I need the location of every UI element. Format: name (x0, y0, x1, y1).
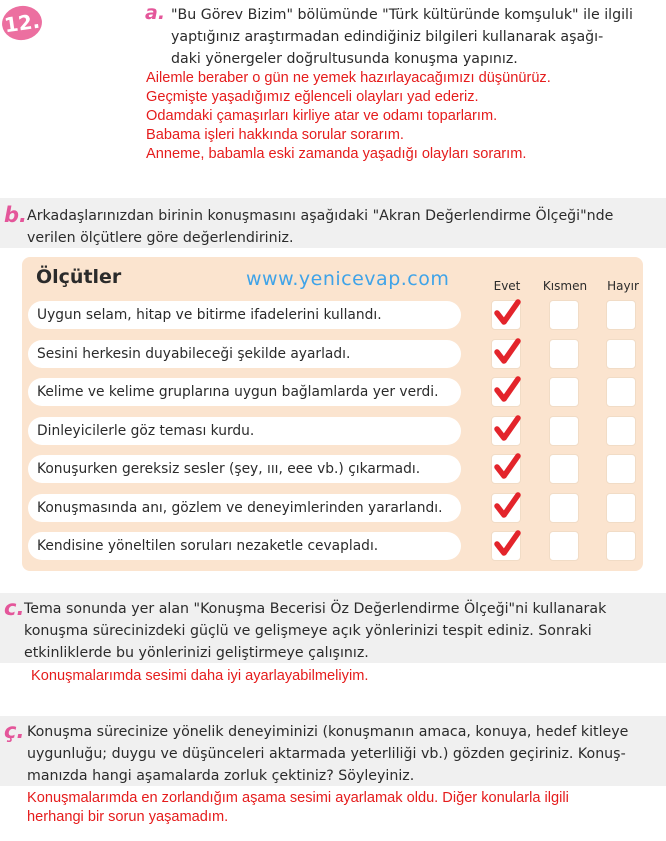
section-a-answer-line: Babama işleri hakkında sorular sorarım. (146, 127, 404, 143)
criteria-row-text: Dinleyicilerle göz teması kurdu. (28, 417, 461, 445)
section-cc-question-line: Konuşma sürecinize yönelik deneyiminizi (konuşmanın amaca, konuya, hedef kitleye (27, 724, 629, 740)
section-a-answer-line: Geçmişte yaşadığımız eğlenceli olayları yad ederiz. (146, 89, 479, 105)
section-c-question-line: konuşma sürecinizdeki güçlü ve gelişmeye açık yönlerinizi tespit ediniz. Sonraki (24, 623, 592, 639)
checkbox-kısmen[interactable] (549, 493, 579, 523)
section-a-question-line: "Bu Görev Bizim" bölümünde "Türk kültüründe komşuluk" ile ilgili (171, 7, 633, 23)
check-mark-icon (492, 529, 522, 559)
section-b-question-line: verilen ölçütlere göre değerlendiriniz. (27, 230, 294, 246)
checkbox-hayır[interactable] (606, 416, 636, 446)
section-a-answer-line: Ailemle beraber o gün ne yemek hazırlayacağımızı düşünürüz. (146, 70, 551, 86)
section-cc-question (27, 721, 663, 787)
check-mark-icon (492, 414, 522, 444)
section-cc-question-line: uygunluğu; duygu ve düşünceleri aktarmada yeterliliği vb.) gözden geçiriniz. Konuş- (27, 746, 626, 762)
column-header-evet: Evet (493, 279, 521, 293)
criteria-row-text: Sesini herkesin duyabileceği şekilde ayarladı. (28, 340, 461, 368)
column-header-hayir: Hayır (607, 279, 639, 293)
checkbox-kısmen[interactable] (549, 416, 579, 446)
criteria-row-text: Konuşmasında anı, gözlem ve deneyimlerinden yararlandı. (28, 494, 461, 522)
section-b-question (27, 205, 663, 249)
criteria-row-text: Uygun selam, hitap ve bitirme ifadelerini kullandı. (28, 301, 461, 329)
section-a-question-line: daki yönergeler doğrultusunda konuşma yapınız. (171, 51, 518, 67)
section-a-answer-line: Odamdaki çamaşırları kirliye atar ve odamı toparlarım. (146, 108, 498, 124)
check-mark-icon (492, 452, 522, 482)
check-mark-icon (492, 375, 522, 405)
check-mark-icon (492, 337, 522, 367)
criteria-row-text: Kelime ve kelime gruplarına uygun bağlamlarda yer verdi. (28, 378, 461, 406)
criteria-title: Ölçütler (36, 266, 122, 288)
section-b-letter: b. (4, 203, 28, 227)
section-c-question-line: Tema sonunda yer alan "Konuşma Becerisi Öz Değerlendirme Ölçeği"ni kullanarak (24, 601, 607, 617)
section-a-question-line: yaptığınız araştırmadan edindiğiniz bilgileri kullanarak aşağı- (171, 29, 604, 45)
checkbox-kısmen[interactable] (549, 531, 579, 561)
column-header-kismen: Kısmen (542, 279, 588, 293)
activity-label: ETKİNLİK (48, 13, 124, 29)
checkbox-kısmen[interactable] (549, 377, 579, 407)
checkbox-kısmen[interactable] (549, 454, 579, 484)
section-c-answer: Konuşmalarımda sesimi daha iyi ayarlayabilmeliyim. (31, 668, 369, 684)
criteria-row-text: Konuşurken gereksiz sesler (şey, ııı, eee vb.) çıkarmadı. (28, 455, 461, 483)
checkbox-hayır[interactable] (606, 493, 636, 523)
section-c-question-line: etkinliklerde bu yönlerinizi geliştirmeye çalışınız. (24, 645, 369, 661)
checkbox-hayır[interactable] (606, 377, 636, 407)
check-mark-icon (492, 298, 522, 328)
checkbox-hayır[interactable] (606, 300, 636, 330)
section-a-answers (146, 69, 551, 164)
section-a-answer-line: Anneme, babamla eski zamanda yaşadığı olayları sorarım. (146, 146, 527, 162)
section-a-question (171, 4, 638, 70)
section-cc-letter: ç. (4, 719, 25, 743)
section-c-question (24, 598, 662, 664)
check-mark-icon (492, 491, 522, 521)
activity-badge (0, 4, 138, 42)
section-b-question-line: Arkadaşlarınızdan birinin konuşmasını aşağıdaki "Akran Değerlendirme Ölçeği"nde (27, 208, 614, 224)
checkbox-kısmen[interactable] (549, 300, 579, 330)
checkbox-hayır[interactable] (606, 454, 636, 484)
section-a-letter: a. (145, 2, 166, 24)
section-cc-answer-line: herhangi bir sorun yaşamadım. (27, 809, 229, 825)
criteria-row-text: Kendisine yöneltilen soruları nezaketle cevapladı. (28, 532, 461, 560)
section-c-letter: c. (4, 596, 25, 620)
checkbox-hayır[interactable] (606, 339, 636, 369)
section-cc-answer (27, 789, 569, 827)
section-cc-answer-line: Konuşmalarımda en zorlandığım aşama sesimi ayarlamak oldu. Diğer konularla ilgili (27, 790, 569, 806)
activity-number: 12. (0, 3, 44, 42)
watermark: www.yenicevap.com (246, 268, 450, 290)
checkbox-hayır[interactable] (606, 531, 636, 561)
section-cc-question-line: manızda hangi aşamalarda zorluk çektiniz? Söyleyiniz. (27, 768, 415, 784)
checkbox-kısmen[interactable] (549, 339, 579, 369)
